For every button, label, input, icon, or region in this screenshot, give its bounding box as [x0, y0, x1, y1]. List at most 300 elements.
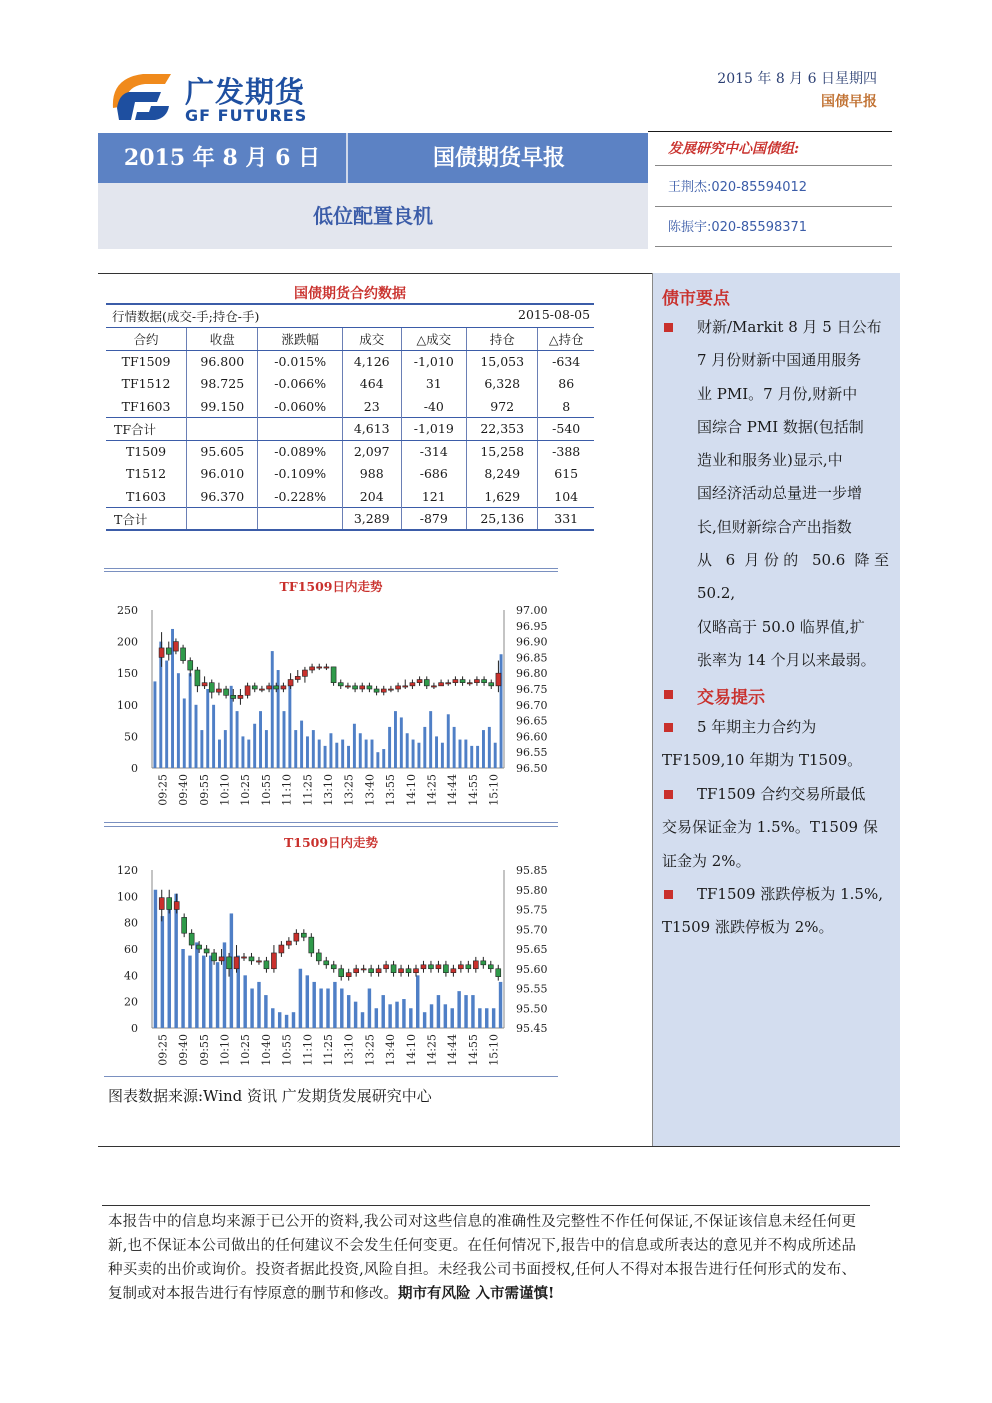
table-cell: 6,328: [467, 373, 538, 396]
analyst-contact: 陈振宇:020-85598371: [668, 220, 808, 235]
volume-bar: [464, 995, 467, 1028]
table-cell: 615: [538, 463, 594, 486]
volume-bar: [500, 654, 503, 768]
table-cell: T合计: [106, 508, 187, 531]
y-tick-label-right: 96.65: [516, 714, 548, 728]
x-tick-label: 13:25: [342, 774, 356, 806]
table-cell: 104: [538, 485, 594, 508]
candle-body: [267, 686, 272, 689]
x-tick-label: 13:10: [342, 1034, 356, 1066]
text-line: 5 年期主力合约为: [697, 718, 817, 736]
y-tick-label-right: 96.75: [516, 683, 548, 696]
y-tick-label-right: 96.90: [516, 635, 548, 649]
volume-bar: [476, 746, 479, 768]
volume-bar: [218, 740, 221, 768]
y-tick-label-left: 40: [124, 969, 138, 983]
volume-bar: [359, 733, 362, 768]
x-tick-label: 14:44: [446, 774, 460, 806]
volume-bar: [447, 714, 450, 768]
candle-body: [345, 686, 350, 687]
x-tick-label: 10:55: [280, 1034, 294, 1066]
volume-bar: [478, 1008, 481, 1028]
text-line: 造业和服务业)显示,中: [697, 451, 843, 470]
volume-bar: [488, 727, 491, 768]
candle-body: [274, 686, 279, 689]
volume-bar: [306, 975, 309, 1028]
table-row: [106, 508, 594, 531]
volume-bar: [243, 975, 246, 1028]
candle-body: [202, 683, 207, 686]
x-tick-label: 11:25: [301, 774, 315, 806]
candle-body: [294, 933, 299, 941]
table-cell: -1,010: [401, 350, 466, 373]
volume-bar: [200, 730, 203, 768]
volume-bar: [402, 999, 405, 1028]
divider: [655, 206, 892, 207]
table-cell: -0.066%: [258, 373, 342, 396]
y-tick-label-left: 250: [117, 604, 138, 617]
volume-bar: [236, 711, 239, 768]
candle-body: [467, 683, 472, 684]
candle-body: [406, 969, 411, 973]
y-tick-label-right: 96.60: [516, 730, 548, 744]
chart-frame-top: [104, 822, 558, 823]
table-cell: 31: [401, 373, 466, 396]
volume-bar: [253, 724, 256, 768]
tf1509-intraday-chart: [104, 598, 558, 818]
y-tick-label-right: 95.80: [516, 883, 548, 897]
x-tick-label: 09:55: [197, 774, 211, 806]
y-tick-label-right: 96.55: [516, 746, 548, 760]
company-logo: [105, 68, 365, 128]
chart-frame-bottom: [104, 1076, 558, 1077]
x-tick-label: 09:40: [177, 1034, 191, 1066]
x-tick-label: 14:55: [466, 774, 480, 806]
y-tick-label-right: 95.60: [516, 962, 548, 976]
candle-body: [281, 686, 286, 689]
table-cell: 25,136: [467, 508, 538, 531]
volume-bar: [388, 727, 391, 768]
text-line: 长,但财新综合产出指数: [697, 517, 852, 536]
table-cell: 8,249: [467, 463, 538, 486]
text-line: TF1509,10 年期为 T1509。: [662, 751, 863, 770]
candle-body: [367, 686, 372, 689]
report-subtitle: 低位配置良机: [313, 204, 433, 228]
volume-bar: [294, 730, 297, 768]
y-tick-label-left: 120: [117, 864, 138, 877]
chart-title: T1509日内走势: [283, 835, 379, 850]
volume-bar: [494, 743, 497, 768]
volume-bar: [376, 752, 379, 768]
x-tick-label: 11:10: [280, 774, 294, 806]
volume-bar: [417, 743, 420, 768]
candle-body: [460, 680, 465, 683]
volume-bar: [224, 730, 227, 768]
volume-bar: [165, 661, 168, 768]
candle-body: [259, 689, 264, 690]
volume-bar: [306, 736, 309, 768]
candle-body: [421, 965, 426, 969]
volume-bar: [437, 995, 440, 1028]
y-tick-label-right: 95.75: [516, 903, 548, 917]
x-tick-label: 15:10: [487, 774, 501, 806]
table-cell: -314: [401, 440, 466, 463]
candle-body: [288, 680, 293, 686]
volume-bar: [382, 749, 385, 768]
candle-body: [181, 648, 186, 661]
text-line: 国经济活动总量进一步增: [697, 484, 863, 503]
volume-bar: [195, 705, 198, 768]
x-tick-label: 11:10: [301, 1034, 315, 1066]
volume-bar: [277, 670, 280, 768]
candle-body: [317, 667, 322, 668]
candle-body: [279, 945, 284, 953]
candle-body: [417, 680, 422, 683]
chart-title: TF1509日内走势: [279, 579, 383, 594]
candle-body: [173, 642, 178, 651]
candle-body: [458, 965, 463, 969]
y-tick-label-right: 95.85: [516, 864, 548, 877]
bullet-icon: [664, 323, 673, 332]
y-tick-label-left: 50: [124, 730, 138, 744]
candle-body: [197, 945, 202, 949]
volume-bar: [285, 1015, 288, 1028]
x-tick-label: 10:40: [259, 1034, 273, 1066]
table-cell: -0.109%: [258, 463, 342, 486]
volume-bar: [451, 1008, 454, 1028]
volume-bar: [416, 975, 419, 1028]
volume-bar: [459, 740, 462, 768]
volume-bar: [153, 681, 156, 768]
x-tick-label: 10:25: [239, 774, 253, 806]
volume-bar: [278, 1012, 281, 1028]
contract-table: [106, 327, 594, 531]
column-header: 持仓: [467, 328, 538, 351]
y-tick-label-left: 100: [117, 890, 138, 904]
x-tick-label: 13:40: [363, 774, 377, 806]
table-cell: -0.015%: [258, 350, 342, 373]
x-tick-label: 14:25: [425, 774, 439, 806]
header-date: 2015 年 8 月 6 日星期四: [717, 71, 877, 87]
table-cell: -0.228%: [258, 485, 342, 508]
disclaimer: [108, 1210, 856, 1306]
candle-body: [219, 957, 224, 961]
trading-tip: [662, 778, 890, 878]
volume-bar: [400, 717, 403, 768]
table-cell: 464: [342, 373, 401, 396]
volume-bar: [195, 942, 198, 1028]
table-cell: 204: [342, 485, 401, 508]
table-cell: 121: [401, 485, 466, 508]
y-tick-label-right: 96.85: [516, 651, 548, 665]
text-line: 从 6 月份的 50.6 降至 50.2,: [697, 551, 889, 603]
candle-body: [331, 667, 336, 683]
text-line: 业 PMI。7 月份,财新中: [697, 384, 858, 403]
x-tick-label: 14:55: [466, 1034, 480, 1066]
candle-body: [295, 676, 300, 679]
candle-body: [388, 689, 393, 690]
volume-bar: [471, 995, 474, 1028]
candle-body: [331, 965, 336, 969]
volume-bar: [444, 1004, 447, 1028]
text-line: 国综合 PMI 数据(包括制: [697, 417, 864, 436]
tips-heading: 交易提示: [697, 688, 765, 708]
candle-body: [302, 670, 307, 676]
table-cell: -388: [538, 440, 594, 463]
trading-tip: [662, 878, 890, 945]
table-cell: 96.800: [187, 350, 258, 373]
table-cell: 1,629: [467, 485, 538, 508]
table-cell: 3,289: [342, 508, 401, 531]
report-tag: 国债早报: [821, 94, 877, 110]
column-header: △成交: [401, 328, 466, 351]
volume-bar: [482, 730, 485, 768]
volume-bar: [283, 711, 286, 768]
candle-body: [496, 969, 501, 977]
table-cell: 86: [538, 373, 594, 396]
volume-bar: [161, 916, 164, 1028]
x-tick-label: 09:25: [156, 1034, 170, 1066]
volume-bar: [259, 711, 262, 768]
analyst-contact: 王荆杰:020-85594012: [668, 180, 808, 195]
y-tick-label-right: 96.70: [516, 698, 548, 712]
table-date: 2015-08-05: [518, 307, 591, 322]
y-tick-label-left: 200: [117, 635, 138, 649]
text-line: 7 月份财新中国通用服务: [697, 351, 862, 370]
risk-warning: 期市有风险 入市需谨慎!: [398, 1285, 555, 1302]
table-cell: TF1512: [121, 376, 171, 392]
volume-bar: [353, 724, 356, 768]
x-tick-label: 11:25: [322, 1034, 335, 1066]
table-cell: 23: [342, 395, 401, 418]
table-cell: -634: [538, 350, 594, 373]
disclaimer-text: 本报告中的信息均来源于已公开的资料,我公司对这些信息的准确性及完整性不作任何保证,不保证该信息未经任何更新,也不保证本公司做出的任何建议不会发生任何变更。在任何情况下,报告中的信息或所表达的意见并不构成所述品种买卖的出价或询价。投资者据此投资,风险自担。未经我公司书面授权,任何人不得对本报告进行任何形式的发布、复制或对本报告进行有悖原意的删节和修改。: [108, 1214, 856, 1302]
volume-bar: [300, 721, 303, 768]
candle-body: [369, 969, 374, 973]
volume-bar: [174, 894, 177, 1028]
candle-body: [224, 689, 229, 695]
candle-body: [182, 917, 187, 933]
y-tick-label-left: 0: [131, 1022, 138, 1035]
column-header: 合约: [106, 328, 187, 351]
volume-bar: [406, 733, 409, 768]
volume-bar: [154, 890, 157, 1028]
volume-bar: [394, 711, 397, 768]
table-cell: 98.725: [187, 373, 258, 396]
volume-bar: [388, 1004, 391, 1028]
table-meta: 行情数据(成交-手;持仓-手): [112, 309, 260, 324]
volume-bar: [457, 991, 460, 1028]
divider: [655, 246, 892, 247]
x-tick-label: 14:44: [446, 1034, 460, 1066]
candle-body: [310, 667, 315, 670]
table-cell: 4,126: [342, 350, 401, 373]
volume-bar: [361, 1012, 364, 1028]
candle-body: [234, 957, 239, 969]
candle-body: [354, 969, 359, 973]
volume-bar: [168, 910, 171, 1029]
candle-body: [403, 686, 408, 687]
candle-body: [209, 683, 214, 692]
chart-frame-top: [104, 571, 558, 572]
brand-name-cn: 广发期货: [185, 75, 306, 109]
candle-body: [410, 683, 415, 686]
table-row: [106, 350, 594, 373]
candle-body: [399, 969, 404, 973]
volume-bar: [257, 982, 260, 1028]
column-header: △持仓: [538, 328, 594, 351]
volume-bar: [354, 1002, 357, 1028]
table-cell: T1603: [125, 488, 167, 504]
candle-body: [489, 683, 494, 686]
text-line: TF1509 合约交易所最低: [697, 785, 866, 803]
table-cell: 8: [538, 395, 594, 418]
volume-bar: [312, 982, 315, 1028]
table-cell: T1509: [125, 444, 167, 459]
table-cell: 988: [342, 463, 401, 486]
candle-body: [159, 898, 164, 910]
table-cell: TF1509: [121, 354, 171, 369]
y-tick-label-right: 97.00: [516, 604, 548, 617]
table-cell: 22,353: [467, 418, 538, 441]
volume-bar: [375, 1008, 378, 1028]
candle-body: [316, 953, 321, 961]
candle-body: [424, 680, 429, 686]
volume-bar: [430, 1004, 433, 1028]
candle-body: [431, 686, 436, 687]
volume-bar: [492, 1008, 495, 1028]
volume-bar: [435, 736, 438, 768]
volume-bar: [371, 740, 374, 768]
text-line: 交易保证金为 1.5%。T1509 保: [662, 818, 878, 837]
table-cell: -0.089%: [258, 440, 342, 463]
text-line: 仅略高于 50.0 临界值,扩: [697, 617, 865, 636]
x-tick-label: 10:55: [259, 774, 273, 806]
candle-body: [256, 961, 261, 962]
table-cell: -879: [401, 508, 466, 531]
table-row: [106, 440, 594, 463]
volume-bar: [230, 913, 233, 1028]
volume-bar: [181, 949, 184, 1028]
volume-bar: [395, 1002, 398, 1028]
candle-body: [286, 941, 291, 945]
candle-body: [188, 661, 193, 670]
candle-body: [324, 961, 329, 965]
table-row: [106, 395, 594, 418]
volume-bar: [381, 995, 384, 1028]
candle-body: [245, 686, 250, 695]
team-title: 发展研究中心国债组:: [668, 141, 800, 157]
candle-body: [353, 686, 358, 689]
volume-bar: [464, 740, 467, 768]
chart-frame-top: [104, 826, 558, 827]
volume-bar: [265, 730, 268, 768]
x-tick-label: 10:25: [239, 1034, 253, 1066]
volume-bar: [341, 740, 344, 768]
sidebar-heading: 债市要点: [662, 289, 730, 309]
candle-body: [252, 686, 257, 689]
volume-bar: [247, 740, 250, 768]
text-line: T1509 涨跌停板为 2%。: [662, 918, 834, 937]
candle-body: [339, 969, 344, 977]
bullet-icon: [664, 690, 673, 699]
volume-bar: [326, 989, 329, 1029]
volume-bar: [333, 982, 336, 1028]
candle-body: [381, 689, 386, 692]
volume-bar: [347, 995, 350, 1028]
x-tick-label: 13:40: [384, 1034, 398, 1066]
volume-bar: [183, 698, 186, 768]
candle-body: [309, 937, 314, 953]
title-date: 2015 年 8 月 6 日: [98, 133, 348, 183]
y-tick-label-right: 95.55: [516, 982, 548, 996]
volume-bar: [441, 743, 444, 768]
divider: [655, 165, 892, 166]
volume-bar: [299, 969, 302, 1028]
x-tick-label: 13:10: [322, 774, 335, 806]
candle-body: [216, 689, 221, 692]
volume-bar: [324, 746, 327, 768]
divider: [98, 1146, 900, 1147]
table-cell: 972: [467, 395, 538, 418]
volume-bar: [188, 956, 191, 1028]
chart-source: 图表数据来源:Wind 资讯 广发期货发展研究中心: [108, 1087, 432, 1105]
volume-bar: [209, 956, 212, 1028]
volume-bar: [412, 740, 415, 768]
candle-body: [338, 683, 343, 686]
y-tick-label-left: 150: [117, 667, 138, 681]
candle-body: [195, 670, 200, 686]
x-tick-label: 09:55: [197, 1034, 211, 1066]
text-line: 张率为 14 个月以来最弱。: [697, 650, 876, 669]
table-cell: 96.370: [187, 485, 258, 508]
volume-bar: [189, 673, 192, 768]
candle-body: [361, 969, 366, 970]
market-point: [697, 311, 889, 677]
candle-body: [264, 961, 269, 969]
column-header: 涨跌幅: [258, 328, 342, 351]
table-cell: 96.010: [187, 463, 258, 486]
candle-body: [496, 673, 501, 686]
table-cell: 99.150: [187, 395, 258, 418]
candle-body: [453, 680, 458, 683]
text-line: TF1509 涨跌停板为 1.5%,: [697, 885, 883, 903]
y-tick-label-right: 96.80: [516, 667, 548, 681]
table-cell: 15,053: [467, 350, 538, 373]
volume-bar: [271, 651, 274, 768]
candle-body: [439, 683, 444, 686]
candle-body: [301, 933, 306, 937]
volume-bar: [223, 942, 226, 1028]
candle-body: [167, 898, 172, 910]
candle-body: [391, 965, 396, 973]
x-tick-label: 10:10: [218, 1034, 232, 1066]
table-cell: [258, 508, 342, 531]
x-tick-label: 14:25: [425, 1034, 439, 1066]
divider: [102, 1205, 870, 1206]
table-cell: [187, 508, 258, 531]
volume-bar: [271, 1008, 274, 1028]
table-title: 国债期货合约数据: [294, 286, 406, 302]
volume-bar: [429, 711, 432, 768]
candle-body: [466, 965, 471, 969]
candle-body: [324, 667, 329, 668]
x-tick-label: 14:10: [404, 774, 418, 806]
candle-body: [414, 969, 419, 973]
table-row: [106, 373, 594, 396]
y-tick-label-left: 100: [117, 698, 138, 712]
candle-body: [481, 961, 486, 965]
